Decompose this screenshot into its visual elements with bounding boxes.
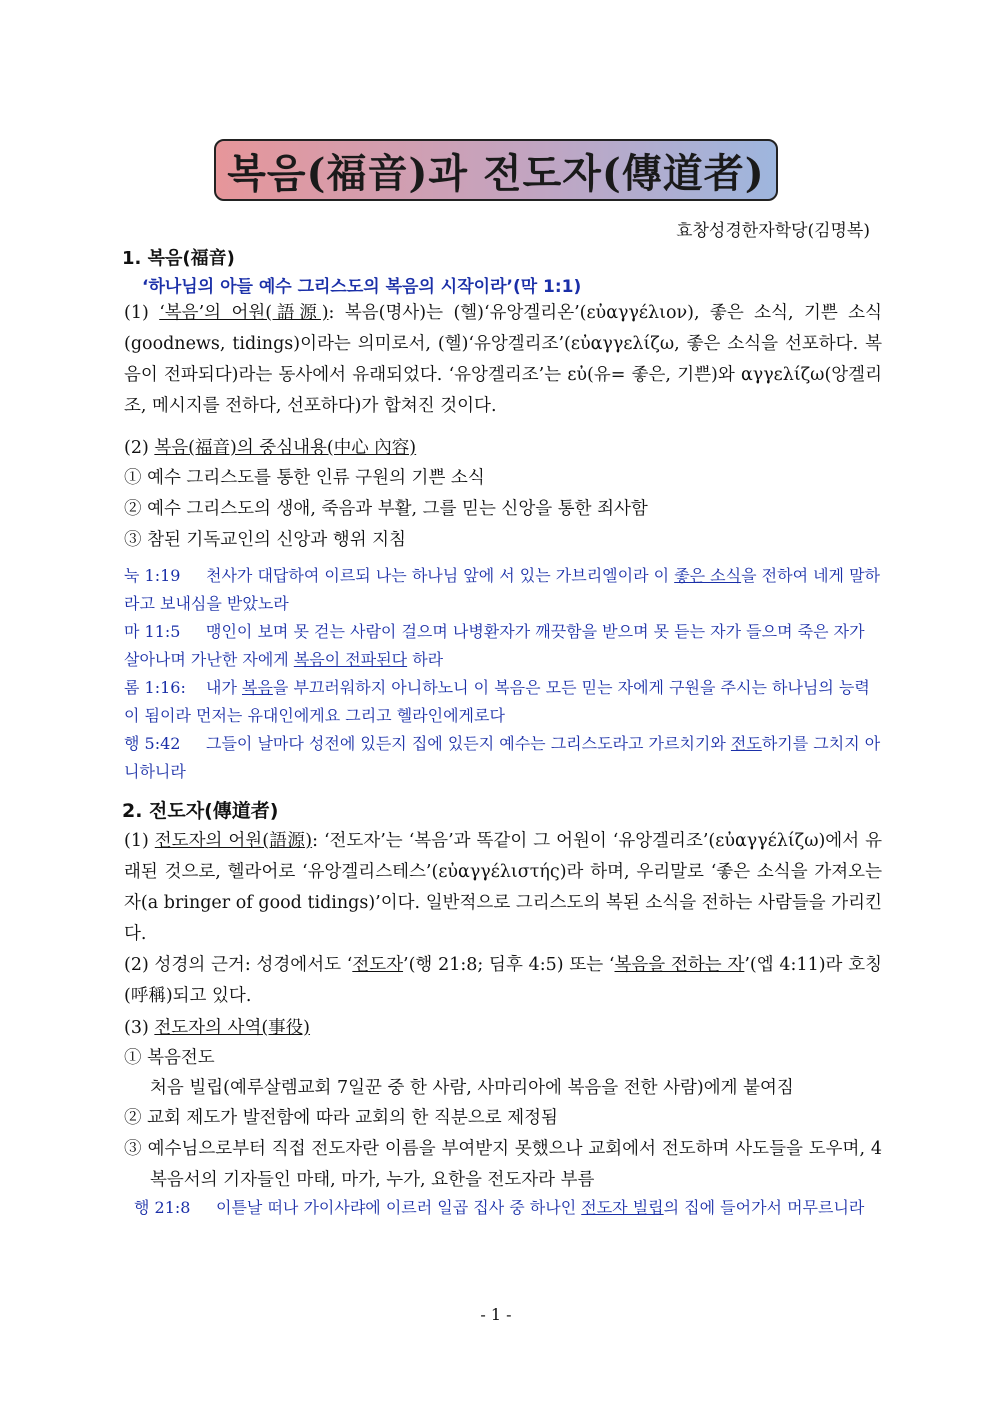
- ref-text: 하기를 그치지 아니하니라: [124, 734, 881, 781]
- ref-underline: 복음이 전파된다: [293, 650, 408, 669]
- bible-ref: [124, 730, 882, 786]
- key-verse: ‘하나님의 아들 예수 그리스도의 복음의 시작이라’(막 1:1): [142, 277, 582, 297]
- ref-label: 행 21:8: [134, 1198, 191, 1217]
- ref-text: 의 집에 들어가서 머무르니라: [663, 1198, 865, 1217]
- section2-paragraph3: [124, 1014, 310, 1039]
- ref-text: 을 부끄러워하지 아니하노니 이 복음은 모든 믿는 자에게 구원을 주시는 하나님의 능력이 됨이라 먼저는 유대인에게요 그리고 헬라인에게로다: [124, 678, 870, 725]
- ref-underline: 전도: [730, 734, 762, 753]
- list-item: ② 예수 그리스도의 생애, 죽음과 부활, 그를 믿는 신앙을 통한 죄사함: [124, 499, 648, 519]
- list-item: ① 복음전도: [124, 1048, 215, 1068]
- p3-label: (3): [124, 1018, 155, 1038]
- ref-text: 이튿날 떠나 가이사랴에 이르러 일곱 집사 중 하나인: [216, 1198, 582, 1217]
- list-item: ② 교회 제도가 발전함에 따라 교회의 한 직분으로 제정됨: [124, 1108, 558, 1128]
- ref-underline: 복음: [242, 678, 273, 697]
- ref-label: 롬 1:16:: [124, 678, 186, 697]
- p2-text: ’(행 21:8; 딤후 4:5) 또는 ‘: [403, 955, 615, 975]
- p1-text: : ‘전도자’는 ‘복음’과 똑같이 그 어원이 ‘유앙겔리조’(εὐαγγέλίζω)에서 유래된 것으로, 헬라어로 ‘유앙겔리스테스’(εὐαγγέλιστής)라 하며, 우리말로 ‘좋은 소식을 가져오는 자(a bringer of good tidings)’이다. 일반적으로 그리스도의 복된 소식을 전하는 사람들을 가리킨다.: [124, 831, 882, 944]
- page-title: 복음(福音)과 전도자(傳道者): [227, 149, 765, 197]
- ref-underline: 전도자 빌립: [581, 1198, 664, 1217]
- ref-label: 눅 1:19: [124, 566, 181, 585]
- ref-label: 행 5:42: [124, 734, 181, 753]
- p1-label: (1): [124, 303, 160, 323]
- p2-title: 복음(福音)의 중심내용(中心 內容): [154, 438, 417, 458]
- section2-heading: 2. 전도자(傳道者): [122, 800, 279, 822]
- page-number: - 1 -: [480, 1305, 512, 1324]
- p1-title: ‘복음’의 어원(語源): [159, 303, 329, 323]
- p2-label: (2): [124, 438, 155, 458]
- bible-ref: [134, 1194, 882, 1222]
- ref-text: 그들이 날마다 성전에 있든지 집에 있든지 예수는 그리스도라고 가르치기와: [206, 734, 731, 753]
- ref-text: 맹인이 보며 못 걷는 사람이 걸으며 나병환자가 깨끗함을 받으며 못 듣는 자가 들으며 죽은 자가 살아나며 가난한 자에게: [124, 622, 865, 669]
- bible-ref: [124, 618, 882, 674]
- list-item: ③ 참된 기독교인의 신앙과 행위 지침: [124, 530, 406, 550]
- section1-heading: 1. 복음(福音): [122, 248, 235, 269]
- ref-text: 천사가 대답하여 이르되 나는 하나님 앞에 서 있는 가브리엘이라 이: [206, 566, 675, 585]
- p2-underline: 복음을 전하는 자: [614, 955, 745, 975]
- author: 효창성경한자학당(김명복): [676, 221, 870, 241]
- p2-underline: 전도자: [352, 955, 404, 975]
- title-box: [214, 139, 778, 201]
- bible-ref: [124, 562, 882, 618]
- list-item: ① 예수 그리스도를 통한 인류 구원의 기쁜 소식: [124, 468, 485, 488]
- ref-underline: 좋은 소식: [674, 566, 742, 585]
- section1-paragraph2: [124, 434, 416, 459]
- p2-text: ’(엡 4:11)라 호칭(呼稱)되고 있다.: [124, 955, 883, 1006]
- ref-text: 을 전하여 네게 말하라고 보내심을 받았노라: [124, 566, 881, 613]
- p1-label: (1): [124, 831, 155, 851]
- p2-text: (2) 성경의 근거: 성경에서도 ‘: [124, 955, 353, 975]
- p1-text: : 복음(명사)는 (헬)‘유앙겔리온’(εὐαγγέλιον), 좋은 소식, 기쁜 소식(goodnews, tidings)이라는 의미로서, (헬)‘유앙겔리조’(εὐαγγελίζω, 좋은 소식을 선포하다. 복음이 전파되다)라는 동사에서 유래되었다. ‘유앙겔리조’는 εὐ(유= 좋은, 기쁜)와 αγγελίζω(앙겔리조, 메시지를 전하다, 선포하다)가 합쳐진 것이다.: [124, 303, 882, 416]
- ref-label: 마 11:5: [124, 622, 181, 641]
- p1-title: 전도자의 어원(語源): [154, 831, 313, 851]
- p3-title: 전도자의 사역(事役): [154, 1018, 311, 1038]
- ref-text: 하라: [407, 650, 444, 669]
- ref-text: 내가: [206, 678, 242, 697]
- section2-paragraph1: [124, 826, 882, 950]
- section1-paragraph1: [124, 298, 882, 422]
- bible-ref: [124, 674, 882, 730]
- section2-paragraph2: [124, 950, 882, 1012]
- list-item-sub: 처음 빌립(예루살렘교회 7일꾼 중 한 사람, 사마리아에 복음을 전한 사람)에게 붙여짐: [150, 1078, 794, 1098]
- list-item: ③ 예수님으로부터 직접 전도자란 이름을 부여받지 못했으나 교회에서 전도하며 사도들을 도우며, 4복음서의 기자들인 마태, 마가, 누가, 요한을 전도자라 부름: [124, 1139, 882, 1190]
